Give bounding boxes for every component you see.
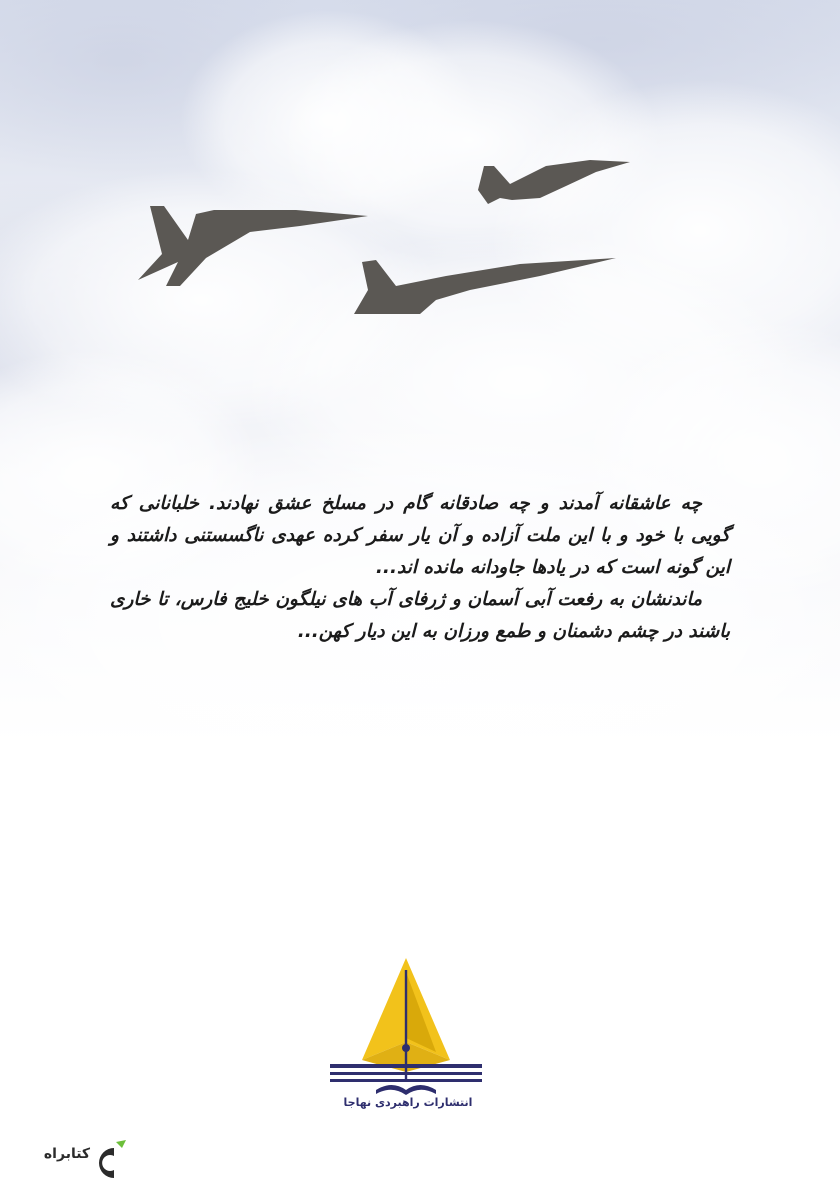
paragraph-2: ماندنشان به رفعت آبی آسمان و ژرفای آب های نیلگون خلیج فارس، تا خاری باشند در چشم دشمنان و طمع ورزان به این دیار کهن... <box>110 589 730 642</box>
watermark-text: کتابراه <box>43 1146 91 1162</box>
dedication-text <box>110 488 730 648</box>
ketabrah-watermark <box>36 1138 132 1182</box>
jet-left-silhouette <box>138 206 368 286</box>
publisher-name: انتشارات راهبردی نهاجا <box>343 1096 473 1109</box>
jet-middle-silhouette <box>354 258 616 314</box>
ketabrah-logo-icon <box>92 1138 132 1182</box>
jet-right-silhouette <box>478 160 630 204</box>
paragraph-1: چه عاشقانه آمدند و چه صادقانه گام در مسلخ عشق نهادند. خلبانانی که گویی با خود و با این ملت آزاده و آن یار سفر کرده عهدی ناگسستنی داشتند و این گونه است که در یادها جاودانه مانده اند... <box>110 493 730 578</box>
